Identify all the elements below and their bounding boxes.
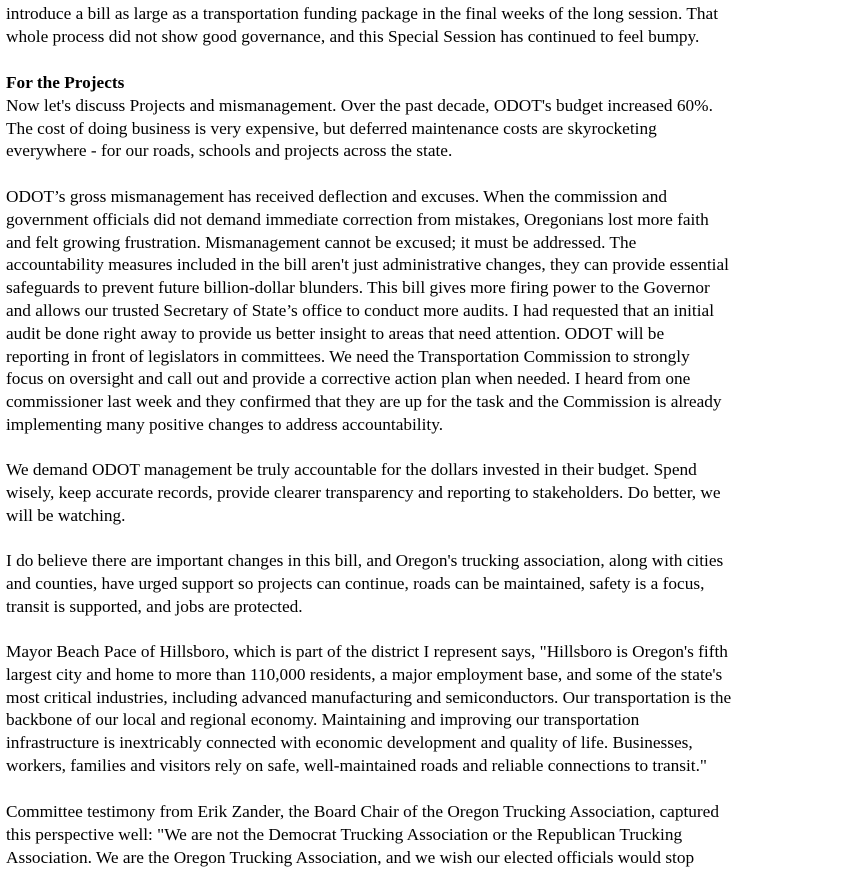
- text-line: infrastructure is inextricably connected with economic development and quality of life. Businesses,: [6, 733, 693, 753]
- text-line: implementing many positive changes to address accountability.: [6, 414, 444, 434]
- text-line: I do believe there are important changes in this bill, and Oregon's trucking association, along with cities: [6, 551, 724, 570]
- paragraph-support: [6, 550, 723, 618]
- text-line: reporting in front of legislators in committees. We need the Transportation Commission to strongly: [6, 346, 690, 366]
- paragraph-mismanagement: [6, 186, 729, 437]
- text-line: workers, families and visitors rely on safe, well-maintained roads and reliable connections to transit.": [6, 755, 707, 775]
- text-line: Now let's discuss Projects and mismanagement. Over the past decade, ODOT's budget increased 60%.: [6, 95, 713, 115]
- text-line: largest city and home to more than 110,000 residents, a major employment base, and some of the state's: [6, 664, 723, 684]
- text-line: most critical industries, including advanced manufacturing and semiconductors. Our transportation is the: [6, 687, 732, 707]
- text-line: introduce a bill as large as a transportation funding package in the final weeks of the long session. That: [6, 4, 719, 23]
- text-line: Mayor Beach Pace of Hillsboro, which is part of the district I represent says, "Hillsboro is Oregon's fifth: [6, 642, 728, 661]
- text-line: whole process did not show good governance, and this Special Session has continued to feel bumpy.: [6, 26, 700, 46]
- paragraph-committee-testimony: [6, 801, 719, 869]
- text-line: ODOT’s gross mismanagement has received deflection and excuses. When the commission and: [6, 187, 667, 206]
- text-line: government officials did not demand immediate correction from mistakes, Oregonians lost more faith: [6, 209, 709, 229]
- text-line: focus on oversight and call out and provide a corrective action plan when needed. I heard from one: [6, 369, 691, 389]
- text-line: Association. We are the Oregon Trucking Association, and we wish our elected officials would stop: [6, 847, 695, 867]
- paragraph-mayor-quote: [6, 641, 731, 778]
- text-line: this perspective well: "We are not the Democrat Trucking Association or the Republican Trucking: [6, 824, 683, 844]
- intro-paragraph: [6, 3, 718, 49]
- text-line: safeguards to prevent future billion-dollar blunders. This bill gives more firing power to the Governor: [6, 278, 710, 298]
- text-line: backbone of our local and regional economy. Maintaining and improving our transportation: [6, 710, 640, 730]
- text-line: and counties, have urged support so projects can continue, roads can be maintained, safety is a focus,: [6, 573, 705, 593]
- text-line: everywhere - for our roads, schools and projects across the state.: [6, 141, 453, 161]
- section-projects: [6, 72, 713, 163]
- text-line: and felt growing frustration. Mismanagement cannot be excused; it must be addressed. The: [6, 232, 637, 252]
- text-line: audit be done right away to provide us better insight to areas that need attention. ODOT will be: [6, 323, 665, 343]
- text-line: transit is supported, and jobs are protected.: [6, 596, 303, 616]
- text-line: Committee testimony from Erik Zander, the Board Chair of the Oregon Trucking Association, captured: [6, 802, 719, 821]
- text-line: will be watching.: [6, 505, 126, 525]
- text-line: accountability measures included in the bill aren't just administrative changes, they can provide essential: [6, 255, 729, 275]
- text-line: The cost of doing business is very expensive, but deferred maintenance costs are skyrocketing: [6, 118, 657, 138]
- paragraph-accountability: [6, 459, 721, 527]
- text-line: and allows our trusted Secretary of State’s office to conduct more audits. I had requested that an initial: [6, 300, 714, 320]
- text-line: wisely, keep accurate records, provide clearer transparency and reporting to stakeholders. Do better, we: [6, 482, 721, 502]
- text-line: commissioner last week and they confirmed that they are up for the task and the Commission is already: [6, 392, 722, 412]
- section-heading: For the Projects: [6, 73, 125, 92]
- text-line: We demand ODOT management be truly accountable for the dollars invested in their budget. Spend: [6, 460, 697, 479]
